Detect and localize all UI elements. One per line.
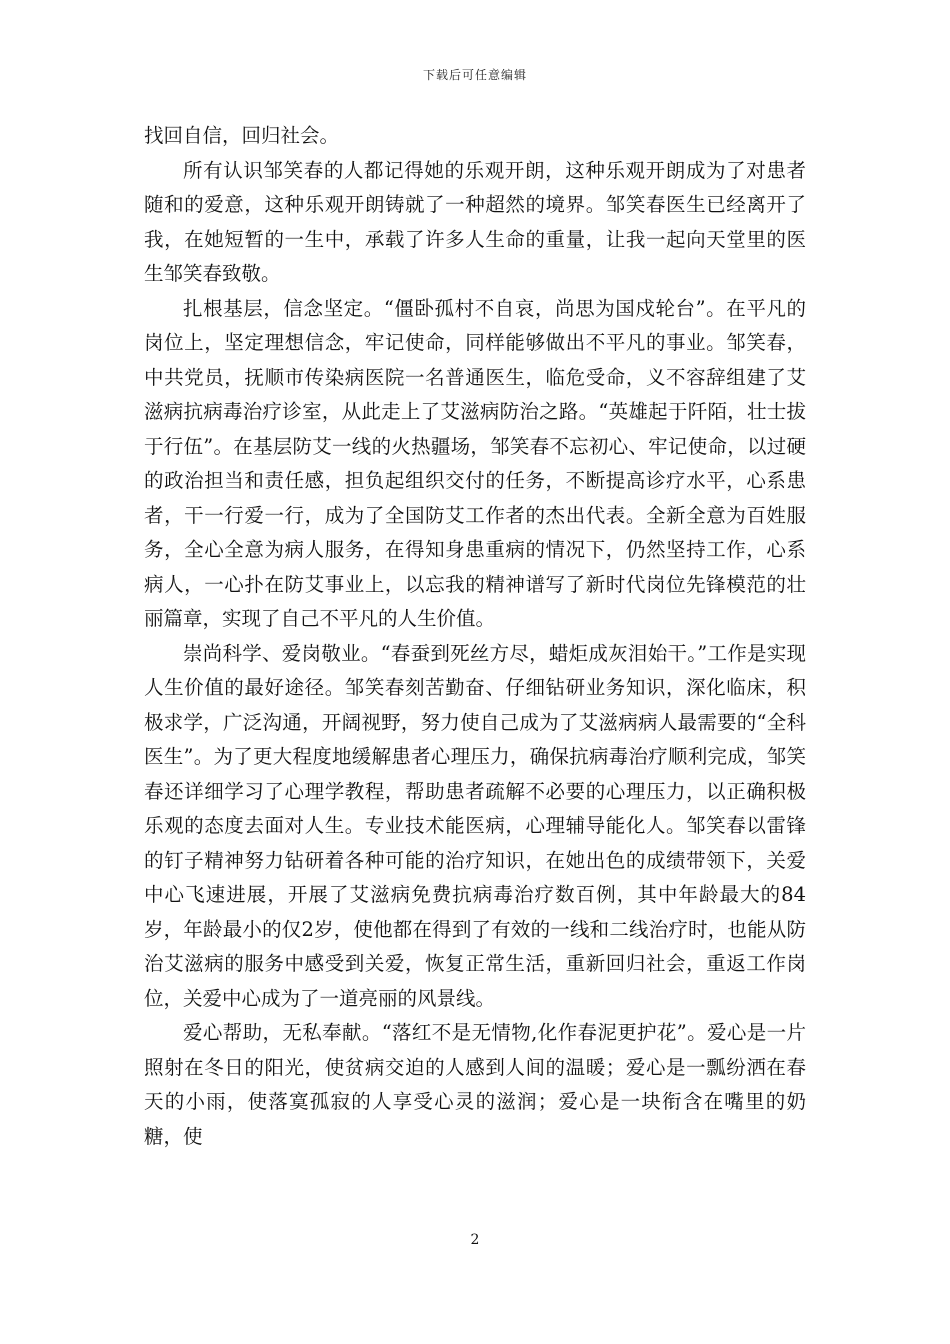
paragraph-2: 所有认识邹笑春的人都记得她的乐观开朗，这种乐观开朗成为了对患者随和的爱意，这种乐观开朗铸就了一种超然的境界。邹笑春医生已经离开了我，在她短暂的一生中，承载了许多人生命的重量，让我一起向天堂里的医生邹笑春致敬。 — [144, 158, 806, 285]
page-number: 2 — [470, 1232, 480, 1248]
paragraph-1: 找回自信，回归社会。 — [144, 124, 340, 147]
paragraph-3: 扎根基层，信念坚定。“僵卧孤村不自哀，尚思为国戍轮台”。在平凡的岗位上，坚定理想信念，牢记使命，同样能够做出不平凡的事业。邹笑春，中共党员，抚顺市传染病医院一名普通医生，临危受命，义不容辞组建了艾滋病抗病毒治疗诊室，从此走上了艾滋病防治之路。“英雄起于阡陌，壮士拔于行伍”。在基层防艾一线的火热疆场，邹笑春不忘初心、牢记使命，以过硬的政治担当和责任感，担负起组织交付的任务，不断提高诊疗水平，心系患者，干一行爱一行，成为了全国防艾工作者的杰出代表。全新全意为百姓服务，全心全意为病人服务，在得知身患重病的情况下，仍然坚持工作，心系病人，一心扑在防艾事业上，以忘我的精神谱写了新时代岗位先锋模范的壮丽篇章，实现了自己不平凡的人生价值。 — [144, 296, 806, 630]
paragraph-4: 崇尚科学、爱岗敬业。“春蚕到死丝方尽，蜡炬成灰泪始干。”工作是实现人生价值的最好途径。邹笑春刻苦勤奋、仔细钻研业务知识，深化临床，积极求学，广泛沟通，开阔视野，努力使自己成为了艾滋病病人最需要的“全科医生”。为了更大程度地缓解患者心理压力，确保抗病毒治疗顺利完成，邹笑春还详细学习了心理学教程，帮助患者疏解不必要的心理压力，以正确积极乐观的态度去面对人生。专业技术能医病，心理辅导能化人。邹笑春以雷锋的钉子精神努力钻研着各种可能的治疗知识，在她出色的成绩带领下，关爱中心飞速进展，开展了艾滋病免费抗病毒治疗数百例，其中年龄最大的84岁，年龄最小的仅2岁，使他都在得到了有效的一线和二线治疗时，也能从防治艾滋病的服务中感受到关爱，恢复正常生活，重新回归社会，重返工作岗位，关爱中心成为了一道亮丽的风景线。 — [144, 641, 806, 1010]
document-body — [144, 119, 806, 1154]
paragraph-5: 爱心帮助，无私奉献。“落红不是无情物,化作春泥更护花”。爱心是一片照射在冬日的阳光，使贫病交迫的人感到人间的温暖；爱心是一瓢纷洒在春天的小雨，使落寞孤寂的人享受心灵的滋润；爱心是一块衔含在嘴里的奶糖，使 — [144, 1021, 806, 1148]
page-header-note: 下载后可任意编辑 — [422, 68, 527, 82]
